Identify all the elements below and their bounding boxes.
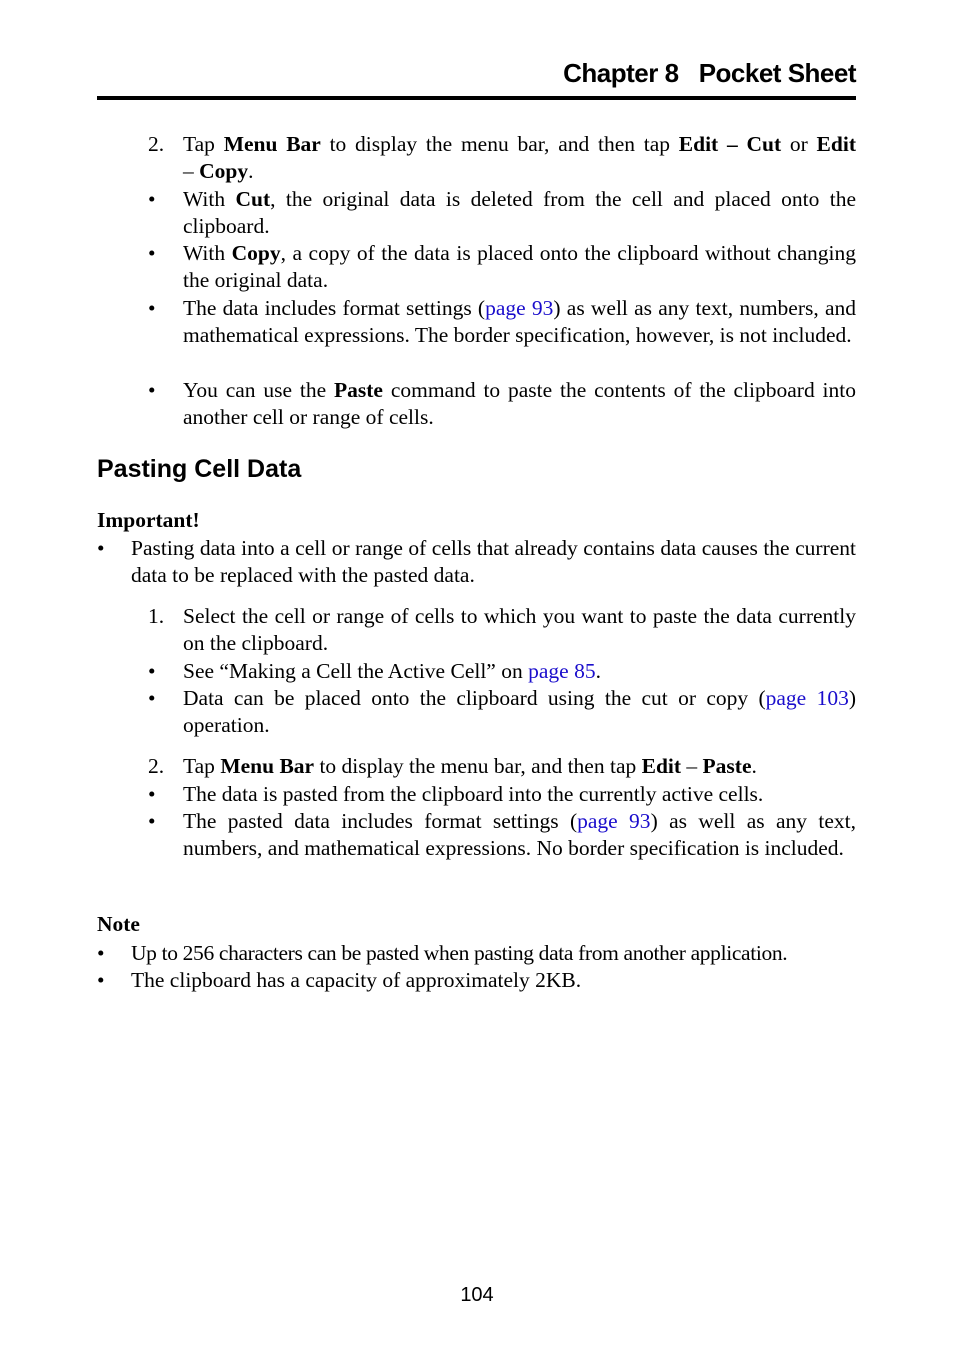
bullet-marker: • <box>97 968 105 992</box>
ui-term: Copy <box>199 159 249 183</box>
ui-term: Cut <box>235 187 271 211</box>
chapter-label: Chapter 8 <box>563 58 679 88</box>
ui-term: Paste <box>334 378 383 402</box>
list-item: See “Making a Cell the Active Cell” on page 85. <box>183 659 601 683</box>
bullet-marker: • <box>97 941 105 965</box>
list-item: The pasted data includes format settings (page 93) as well as any text, numbers, and mathematical expressions. No border specification is included. <box>183 809 856 861</box>
important-item: Pasting data into a cell or range of cells that already contains data causes the current data to be replaced with the pasted data. <box>131 536 856 588</box>
ui-term: Paste <box>702 754 752 778</box>
ui-term: Menu Bar <box>220 754 315 778</box>
ui-term: Edit <box>816 132 856 156</box>
list-item: Data can be placed onto the clipboard using the cut or copy (page 103) operation. <box>183 686 856 738</box>
note-item: Up to 256 characters can be pasted when pasting data from another application. <box>131 941 788 965</box>
section-heading: Pasting Cell Data <box>97 455 302 483</box>
page-link[interactable]: page 103 <box>765 686 849 710</box>
step-text: Select the cell or range of cells to which you want to paste the data currently on the clipboard. <box>183 604 856 656</box>
list-item: With Copy, a copy of the data is placed onto the clipboard without changing the original data. <box>183 241 856 293</box>
page-number: 104 <box>460 1284 494 1306</box>
list-item: The data includes format settings (page 93) as well as any text, numbers, and mathematical expressions. The border specification, however, is not included. <box>183 296 856 348</box>
header-rule <box>97 96 856 100</box>
running-header <box>563 58 856 89</box>
step-text: Tap Menu Bar to display the menu bar, and then tap Edit – Paste. <box>183 754 757 778</box>
bullet-marker: • <box>148 782 156 806</box>
bullet-marker: • <box>148 241 156 265</box>
page-link[interactable]: page 93 <box>577 809 651 833</box>
list-item: The data is pasted from the clipboard into the currently active cells. <box>183 782 764 806</box>
important-label: Important! <box>97 508 200 532</box>
ui-term: Menu Bar <box>223 132 321 156</box>
page-link[interactable]: page 93 <box>485 296 554 320</box>
bullet-marker: • <box>148 659 156 683</box>
list-item: With Cut, the original data is deleted from the cell and placed onto the clipboard. <box>183 187 856 239</box>
bullet-marker: • <box>148 378 156 402</box>
chapter-title: Pocket Sheet <box>698 58 856 88</box>
bullet-marker: • <box>148 686 156 710</box>
ui-term: Edit <box>641 754 682 778</box>
step-text: Tap Menu Bar to display the menu bar, and then tap Edit – Cut or Edit <box>183 132 856 156</box>
bullet-marker: • <box>148 296 156 320</box>
bullet-marker: • <box>148 809 156 833</box>
step-number: 1. <box>148 604 165 628</box>
list-item: You can use the Paste command to paste the contents of the clipboard into another cell or range of cells. <box>183 378 856 430</box>
step-text-cont: – Copy. <box>183 159 254 183</box>
bullet-marker: • <box>97 536 105 560</box>
note-label: Note <box>97 912 140 936</box>
step-number: 2. <box>148 754 165 778</box>
page-link[interactable]: page 85 <box>528 659 596 683</box>
ui-term: Edit – Cut <box>678 132 782 156</box>
note-item: The clipboard has a capacity of approximately 2KB. <box>131 968 582 992</box>
ui-term: Copy <box>231 241 281 265</box>
step-number: 2. <box>148 132 165 156</box>
bullet-marker: • <box>148 187 156 211</box>
